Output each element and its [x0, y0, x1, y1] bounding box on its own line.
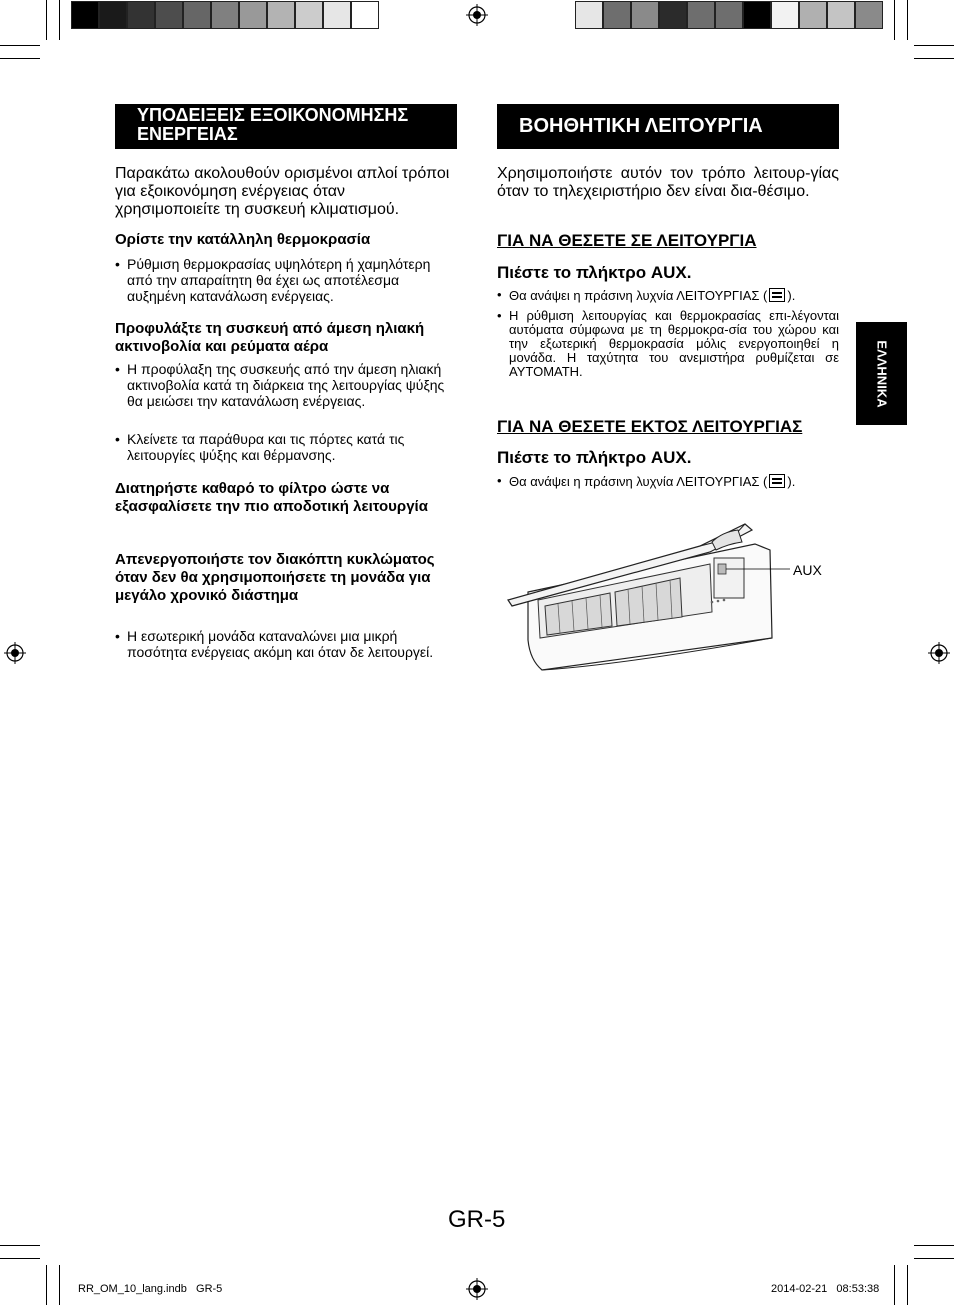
registration-mark-icon [4, 642, 26, 664]
tip-bullet: • Η εσωτερική μονάδα καταναλώνει μια μικρή ποσότητα ενέργειας ακόμη και όταν δε λειτουργεί. [115, 628, 447, 660]
color-swatch [295, 1, 323, 29]
turn-on-bullet [497, 288, 851, 303]
aux-intro: Χρησιμοποιήστε αυτόν τον τρόπο λειτουρ-γίας όταν το τηλεχειριστήριο δεν είναι δια-θέσιμο. [497, 165, 839, 200]
bullet-text: ). [787, 288, 796, 303]
bullet-text: Θα ανάψει η πράσινη λυχνία ΛΕΙΤΟΥΡΓΙΑΣ ( [509, 474, 768, 489]
bullet-text: Θα ανάψει η πράσινη λυχνία ΛΕΙΤΟΥΡΓΙΑΣ ( [509, 288, 768, 303]
color-swatch [575, 1, 603, 29]
air-conditioner-illustration [500, 520, 790, 680]
aux-button-label: AUX [793, 562, 822, 578]
color-swatch [631, 1, 659, 29]
tip-title: Απενεργοποιήστε τον διακόπτη κυκλώματος όταν δεν θα χρησιμοποιήσετε τη μονάδα για μεγάλο χρονικό διάστημα [115, 551, 435, 604]
tip-title: Ορίστε την κατάλληλη θερμοκρασία [115, 231, 371, 248]
aux-operation-header [497, 104, 839, 149]
color-swatch [155, 1, 183, 29]
header-line: ΕΝΕΡΓΕΙΑΣ [137, 124, 238, 144]
tip-bullet: • Ρύθμιση θερμοκρασίας υψηλότερη ή χαμηλότερη από την απαραίτητη θα έχει ως αποτέλεσμα αυξημένη κατανάλωση ενέργειας. [115, 256, 459, 304]
color-swatch [855, 1, 883, 29]
header-text: ΒΟΗΘΗΤΙΚΗ ΛΕΙΤΟΥΡΓΙΑ [519, 115, 763, 137]
page-number: GR-5 [448, 1206, 506, 1233]
operation-lamp-icon [769, 288, 785, 302]
tip-title: Προφυλάξτε τη συσκευή από άμεση ηλιακή ακτινοβολία και ρεύματα αέρα [115, 320, 425, 355]
color-swatch [715, 1, 743, 29]
registration-mark-icon [466, 1278, 488, 1300]
side-tab-label: ΕΛΛΗΝΙΚΑ [874, 339, 889, 408]
color-swatch [239, 1, 267, 29]
turn-off-press-instruction: Πιέστε το πλήκτρο AUX. [497, 448, 692, 467]
turn-on-press-instruction: Πιέστε το πλήκτρο AUX. [497, 263, 692, 282]
color-swatch [827, 1, 855, 29]
bullet-text: ). [787, 474, 796, 489]
color-swatch [211, 1, 239, 29]
crop-mark [914, 58, 954, 59]
crop-mark [894, 0, 895, 40]
color-swatch [687, 1, 715, 29]
color-swatch [351, 1, 379, 29]
crop-mark [914, 1258, 954, 1259]
crop-mark [46, 1265, 47, 1305]
turn-on-heading: ΓΙΑ ΝΑ ΘΕΣΕΤΕ ΣΕ ΛΕΙΤΟΥΡΓΙΑ [497, 231, 757, 250]
header-line: ΥΠΟΔΕΙΞΕΙΣ ΕΞΟΙΚΟΝΟΜΗΣΗΣ [137, 105, 409, 125]
crop-mark [907, 1265, 908, 1305]
color-swatch [127, 1, 155, 29]
turn-off-bullet [497, 474, 851, 489]
crop-mark [914, 45, 954, 46]
turn-on-bullet: • Η ρύθμιση λειτουργίας και θερμοκρασίας επι-λέγονται αυτόματα σύμφωνα με τη θερμοκρα-σία του χώρου και την εξωτερική θερμοκρασία μόλις ενεργοποιηθεί η μονάδα. Η ταχύτητα του ανεμιστήρα ρυθμίζεται σε ΑΥΤΟΜΑΤΗ. [497, 309, 839, 379]
color-swatch [71, 1, 99, 29]
crop-mark [46, 0, 47, 40]
energy-intro: Παρακάτω ακολουθούν ορισμένοι απλοί τρόποι για εξοικονόμηση ενέργειας όταν χρησιμοποιείτε τη συσκευή κλιματισμού. [115, 165, 450, 218]
color-swatch [99, 1, 127, 29]
color-swatch [323, 1, 351, 29]
color-swatch [183, 1, 211, 29]
color-swatch [267, 1, 295, 29]
registration-mark-icon [466, 4, 488, 26]
registration-mark-icon [928, 642, 950, 664]
footer-file-info: RR_OM_10_lang.indb GR-5 [78, 1283, 223, 1295]
energy-tips-header [115, 104, 457, 149]
color-swatch [743, 1, 771, 29]
crop-mark [907, 0, 908, 40]
crop-mark [0, 1245, 40, 1246]
tip-title: Διατηρήστε καθαρό το φίλτρο ώστε να εξασφαλίσετε την πιο αποδοτική λειτουργία [115, 480, 428, 515]
tip-bullet: • Κλείνετε τα παράθυρα και τις πόρτες κατά τις λειτουργίες ψύξης και θέρμανσης. [115, 431, 459, 463]
crop-mark [0, 1258, 40, 1259]
operation-lamp-icon [769, 474, 785, 488]
language-side-tab [856, 322, 907, 425]
crop-mark [59, 1265, 60, 1305]
color-swatch [771, 1, 799, 29]
color-swatch [603, 1, 631, 29]
footer-datetime: 2014-02-21 08:53:38 [771, 1283, 880, 1295]
color-swatch [799, 1, 827, 29]
crop-mark [59, 0, 60, 40]
crop-mark [0, 45, 40, 46]
crop-mark [914, 1245, 954, 1246]
color-swatch [659, 1, 687, 29]
crop-mark [894, 1265, 895, 1305]
tip-bullet: • Η προφύλαξη της συσκευής από την άμεση ηλιακή ακτινοβολία κατά τη διάρκεια της λειτουργίας ψύξης θα μειώσει την κατανάλωση ενέργειας. [115, 361, 459, 409]
turn-off-heading: ΓΙΑ ΝΑ ΘΕΣΕΤΕ ΕΚΤΟΣ ΛΕΙΤΟΥΡΓΙΑΣ [497, 417, 803, 436]
crop-mark [0, 58, 40, 59]
